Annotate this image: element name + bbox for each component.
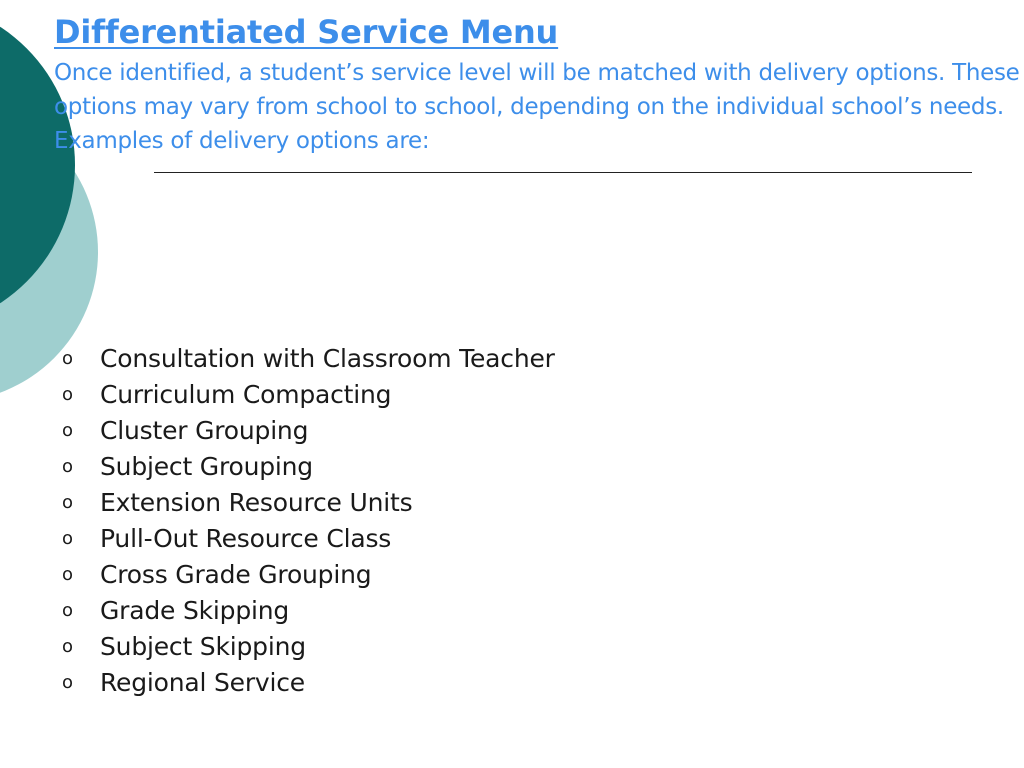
list-item <box>58 628 555 664</box>
option-label: Consultation with Classroom Teacher <box>100 343 555 373</box>
list-item <box>58 664 555 700</box>
hollow-circle-bullet-icon: o <box>62 347 73 369</box>
divider-line <box>154 172 972 173</box>
option-label: Regional Service <box>100 667 305 697</box>
list-item <box>58 340 555 376</box>
hollow-circle-bullet-icon: o <box>62 419 73 441</box>
list-item <box>58 592 555 628</box>
slide-title: Differentiated Service Menu <box>54 13 559 51</box>
hollow-circle-bullet-icon: o <box>62 455 73 477</box>
list-item <box>58 484 555 520</box>
list-item <box>58 448 555 484</box>
hollow-circle-bullet-icon: o <box>62 383 73 405</box>
hollow-circle-bullet-icon: o <box>62 599 73 621</box>
list-item <box>58 520 555 556</box>
list-item <box>58 556 555 592</box>
option-label: Cross Grade Grouping <box>100 559 372 589</box>
hollow-circle-bullet-icon: o <box>62 527 73 549</box>
hollow-circle-bullet-icon: o <box>62 635 73 657</box>
hollow-circle-bullet-icon: o <box>62 491 73 513</box>
option-label: Extension Resource Units <box>100 487 413 517</box>
option-label: Cluster Grouping <box>100 415 309 445</box>
list-item <box>58 412 555 448</box>
list-item <box>58 376 555 412</box>
option-label: Curriculum Compacting <box>100 379 392 409</box>
option-label: Subject Skipping <box>100 631 306 661</box>
hollow-circle-bullet-icon: o <box>62 563 73 585</box>
intro-paragraph: Once identified, a student’s service level will be matched with delivery options. These options may vary from school to school, depending on the individual school’s needs. Examples of delivery options are: <box>54 60 1020 154</box>
option-label: Subject Grouping <box>100 451 313 481</box>
delivery-options-list <box>58 340 555 700</box>
option-label: Grade Skipping <box>100 595 290 625</box>
hollow-circle-bullet-icon: o <box>62 671 73 693</box>
option-label: Pull-Out Resource Class <box>100 523 392 553</box>
